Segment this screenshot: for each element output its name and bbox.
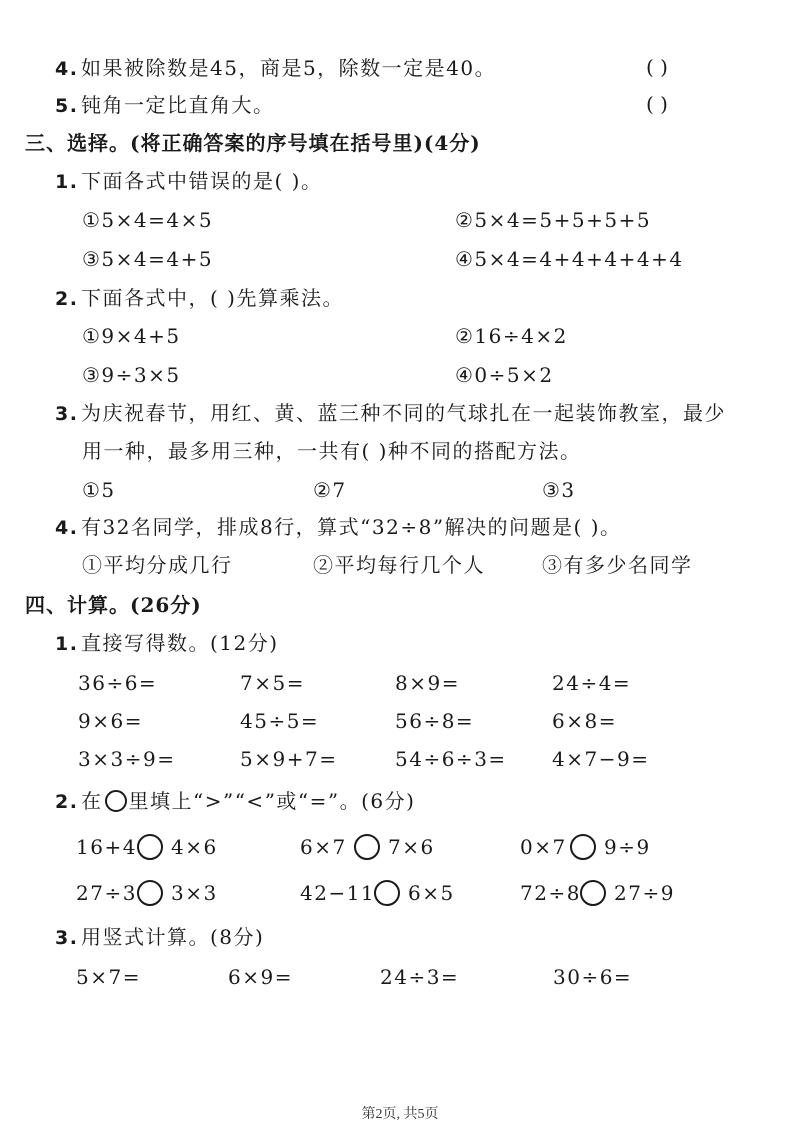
judge-q4-answer-paren[interactable]: ( ) <box>646 55 668 79</box>
comparison-circle[interactable] <box>137 880 163 906</box>
s3-q1-option-2: ②5×4=5+5+5+5 <box>455 208 652 232</box>
s4-p1 <box>55 628 279 659</box>
s3-q4-text[interactable]: 有32名同学，排成8行，算式“32÷8”解决的问题是( )。 <box>81 515 622 539</box>
comparison-circle[interactable] <box>137 834 163 860</box>
s3-q1-option-1: ①5×4=4×5 <box>82 208 214 232</box>
s4-p1-item[interactable]: 9×6= <box>78 709 143 733</box>
s3-q4-option-2: ②平均每行几个人 <box>313 553 485 577</box>
s4-p1-item[interactable]: 56÷8= <box>395 709 475 733</box>
s4-p1-item[interactable]: 8×9= <box>395 671 460 695</box>
s4-p1-item[interactable]: 3×3÷9= <box>78 747 176 771</box>
s4-p2-right: 3×3 <box>171 881 218 905</box>
s3-q1 <box>55 166 322 197</box>
s3-q1-option-3: ③5×4=4+5 <box>82 247 214 271</box>
s3-q3-option-3: ③3 <box>542 478 576 502</box>
s4-p1-item[interactable]: 24÷4= <box>552 671 632 695</box>
judge-q5 <box>55 90 275 121</box>
comparison-circle[interactable] <box>354 834 380 860</box>
s3-q3-line1 <box>55 398 726 429</box>
s3-q2-text[interactable]: 下面各式中，( )先算乘法。 <box>81 286 344 310</box>
s3-q1-option-4: ④5×4=4+4+4+4+4 <box>455 247 684 271</box>
judge-q5-number: 5. <box>55 95 79 117</box>
s4-p2-left: 16+4 <box>76 835 137 859</box>
s4-p2-right: 9÷9 <box>604 835 651 859</box>
s4-p2 <box>55 786 415 817</box>
comparison-circle[interactable] <box>374 880 400 906</box>
s3-q2-option-3: ③9÷3×5 <box>82 363 181 387</box>
s4-p2-left: 6×7 <box>300 835 347 859</box>
judge-q4 <box>55 53 496 84</box>
page-footer: 第2页, 共5页 <box>361 1107 439 1122</box>
s4-p1-item[interactable]: 54÷6÷3= <box>395 747 507 771</box>
s4-p2-left: 0×7 <box>520 835 567 859</box>
s4-p2-right: 4×6 <box>171 835 218 859</box>
s4-p3 <box>55 922 264 953</box>
s4-p3-item[interactable]: 5×7= <box>76 965 141 989</box>
comparison-circle[interactable] <box>570 834 596 860</box>
s4-p2-left: 72÷8 <box>520 881 581 905</box>
judge-q4-text: 如果被除数是45，商是5，除数一定是40。 <box>81 56 497 80</box>
circle-icon <box>105 790 127 812</box>
s4-p2-number: 2. <box>55 791 79 813</box>
s3-q3-option-2: ②7 <box>313 478 347 502</box>
s4-p1-item[interactable]: 5×9+7= <box>240 747 338 771</box>
s3-q4-number: 4. <box>55 517 79 539</box>
s4-p2-title-post: 里填上“>”“<”或“=”。(6分) <box>128 789 416 813</box>
s4-p2-left: 42−11 <box>300 881 376 905</box>
s3-q2-option-4: ④0÷5×2 <box>455 363 554 387</box>
s4-p3-title: 用竖式计算。(8分) <box>81 925 265 949</box>
s3-q4-option-3: ③有多少名同学 <box>542 553 693 577</box>
s4-p1-item[interactable]: 45÷5= <box>240 709 320 733</box>
judge-q4-number: 4. <box>55 58 79 80</box>
s4-p1-item[interactable]: 6×8= <box>552 709 617 733</box>
s4-p2-left: 27÷3 <box>76 881 137 905</box>
s4-p1-item[interactable]: 7×5= <box>240 671 305 695</box>
s4-p2-title-pre: 在 <box>81 789 103 813</box>
s4-p3-item[interactable]: 30÷6= <box>553 965 633 989</box>
comparison-circle[interactable] <box>580 880 606 906</box>
s3-q3-text-line2[interactable]: 用一种，最多用三种，一共有( )种不同的搭配方法。 <box>82 439 582 463</box>
judge-q5-answer-paren[interactable]: ( ) <box>646 92 668 116</box>
s4-p1-number: 1. <box>55 633 79 655</box>
s3-q3-text-line1: 为庆祝春节，用红、黄、蓝三种不同的气球扎在一起装饰教室，最少 <box>81 401 726 425</box>
s4-p3-item[interactable]: 6×9= <box>228 965 293 989</box>
s3-q2-option-1: ①9×4+5 <box>82 324 181 348</box>
s3-q2 <box>55 283 344 314</box>
s3-q1-number: 1. <box>55 171 79 193</box>
s4-p2-right: 27÷9 <box>614 881 675 905</box>
s4-p3-item[interactable]: 24÷3= <box>380 965 460 989</box>
s4-p1-item[interactable]: 4×7−9= <box>552 747 650 771</box>
judge-q5-text: 钝角一定比直角大。 <box>81 93 275 117</box>
section3-title: 三、选择。(将正确答案的序号填在括号里)(4分) <box>25 131 481 155</box>
s3-q1-text[interactable]: 下面各式中错误的是( )。 <box>81 169 323 193</box>
s4-p1-item[interactable]: 36÷6= <box>78 671 158 695</box>
s3-q4 <box>55 512 622 543</box>
s4-p1-title: 直接写得数。(12分) <box>81 631 279 655</box>
s4-p3-number: 3. <box>55 927 79 949</box>
s3-q3-number: 3. <box>55 403 79 425</box>
s3-q4-option-1: ①平均分成几行 <box>82 553 233 577</box>
s3-q2-option-2: ②16÷4×2 <box>455 324 568 348</box>
s4-p2-right: 6×5 <box>408 881 455 905</box>
s4-p2-right: 7×6 <box>388 835 435 859</box>
s3-q3-option-1: ①5 <box>82 478 116 502</box>
s3-q2-number: 2. <box>55 288 79 310</box>
section4-title: 四、计算。(26分) <box>25 593 202 617</box>
